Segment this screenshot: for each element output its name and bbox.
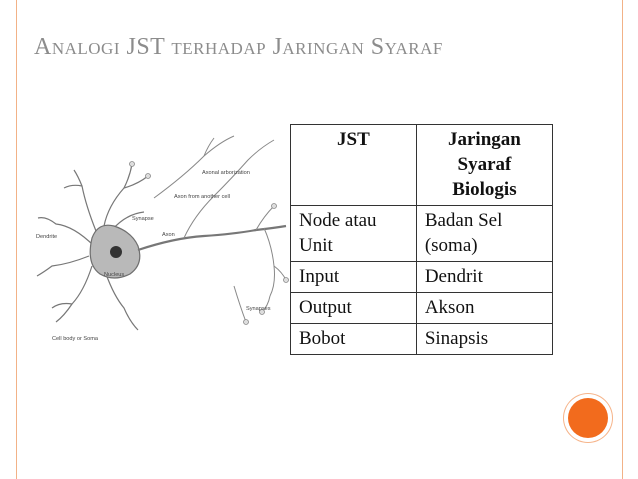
table-row [291, 262, 553, 293]
axon-shape [138, 226, 286, 250]
header-jst: JST [291, 125, 417, 206]
slide-title: Analogi JST terhadap Jaringan Syaraf [34, 34, 443, 60]
table-cell: Bobot [291, 324, 417, 355]
label-axon: Axon [162, 232, 175, 238]
comparison-table [290, 124, 553, 355]
label-cell-body: Cell body or Soma [52, 336, 99, 342]
synapse-bulbs [130, 162, 289, 325]
decorative-orange-circle [568, 398, 608, 438]
label-nucleus: Nucleus [104, 272, 125, 278]
table-cell: Badan Sel (soma) [416, 206, 552, 262]
header-jaringan-syaraf: Jaringan Syaraf Biologis [416, 125, 552, 206]
right-decorative-rule [622, 0, 623, 479]
table-cell: Dendrit [416, 262, 552, 293]
table-row [291, 293, 553, 324]
table-cell: Output [291, 293, 417, 324]
table-cell: Input [291, 262, 417, 293]
label-axonal-arborization: Axonal arborization [202, 170, 250, 176]
table-row [291, 324, 553, 355]
label-synapses: Synapses [246, 306, 271, 312]
nucleus-shape [110, 246, 122, 258]
table-cell: Sinapsis [416, 324, 552, 355]
table-row [291, 206, 553, 262]
table-cell: Akson [416, 293, 552, 324]
label-dendrite: Dendrite [36, 234, 58, 240]
label-synapse: Synapse [132, 216, 154, 222]
left-decorative-rule [16, 0, 17, 479]
table-header-row [291, 125, 553, 206]
neuron-diagram [34, 126, 292, 352]
label-axon-from-another-cell: Axon from another cell [174, 194, 230, 200]
table-cell: Node atau Unit [291, 206, 417, 262]
